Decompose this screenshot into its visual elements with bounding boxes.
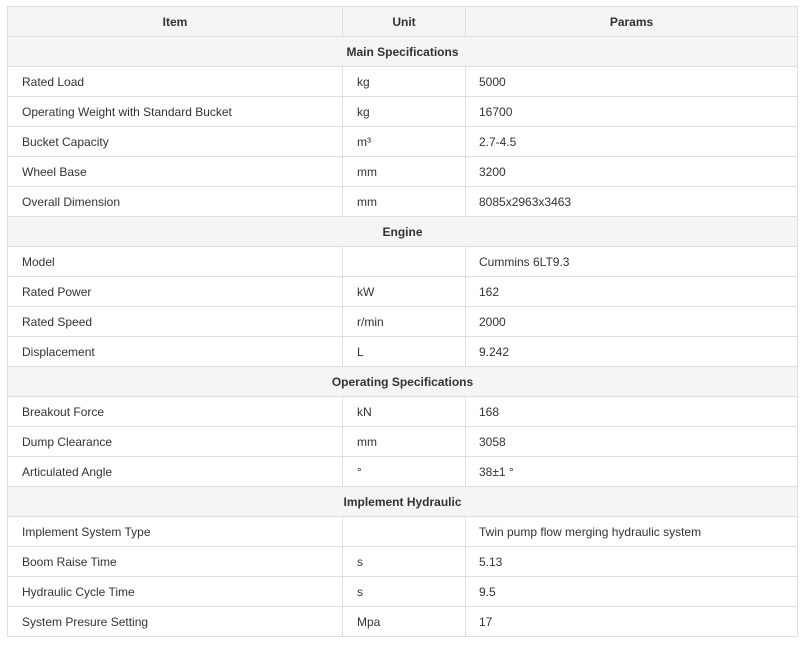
param-cell: 3058 (466, 427, 798, 457)
item-cell: Rated Speed (8, 307, 343, 337)
spec-table-body (8, 37, 798, 637)
table-row (8, 547, 798, 577)
table-row (8, 67, 798, 97)
column-header-unit: Unit (343, 7, 466, 37)
param-cell: 162 (466, 277, 798, 307)
param-cell: 5.13 (466, 547, 798, 577)
param-cell: Twin pump flow merging hydraulic system (466, 517, 798, 547)
unit-cell: s (343, 547, 466, 577)
param-cell: 17 (466, 607, 798, 637)
param-cell: 38±1 ° (466, 457, 798, 487)
param-cell: 8085x2963x3463 (466, 187, 798, 217)
param-cell: 16700 (466, 97, 798, 127)
unit-cell: r/min (343, 307, 466, 337)
item-cell: Displacement (8, 337, 343, 367)
unit-cell: s (343, 577, 466, 607)
table-row (8, 307, 798, 337)
table-row (8, 157, 798, 187)
param-cell: Cummins 6LT9.3 (466, 247, 798, 277)
table-row (8, 607, 798, 637)
table-row (8, 577, 798, 607)
table-row (8, 97, 798, 127)
section-header-row (8, 487, 798, 517)
unit-cell: L (343, 337, 466, 367)
item-cell: Wheel Base (8, 157, 343, 187)
param-cell: 2.7-4.5 (466, 127, 798, 157)
unit-cell: mm (343, 427, 466, 457)
table-row (8, 127, 798, 157)
param-cell: 9.242 (466, 337, 798, 367)
item-cell: Operating Weight with Standard Bucket (8, 97, 343, 127)
unit-cell: kg (343, 67, 466, 97)
item-cell: Model (8, 247, 343, 277)
table-row (8, 427, 798, 457)
item-cell: Hydraulic Cycle Time (8, 577, 343, 607)
table-row (8, 517, 798, 547)
table-row (8, 337, 798, 367)
section-header-row (8, 367, 798, 397)
column-header-item: Item (8, 7, 343, 37)
section-title: Operating Specifications (8, 367, 798, 397)
item-cell: Bucket Capacity (8, 127, 343, 157)
param-cell: 3200 (466, 157, 798, 187)
table-row (8, 187, 798, 217)
item-cell: Dump Clearance (8, 427, 343, 457)
column-header-params: Params (466, 7, 798, 37)
unit-cell: ° (343, 457, 466, 487)
unit-cell: m³ (343, 127, 466, 157)
unit-cell: kg (343, 97, 466, 127)
unit-cell: mm (343, 187, 466, 217)
item-cell: Boom Raise Time (8, 547, 343, 577)
section-title: Main Specifications (8, 37, 798, 67)
table-row (8, 277, 798, 307)
param-cell: 5000 (466, 67, 798, 97)
unit-cell: mm (343, 157, 466, 187)
param-cell: 168 (466, 397, 798, 427)
unit-cell: Mpa (343, 607, 466, 637)
section-title: Engine (8, 217, 798, 247)
section-header-row (8, 217, 798, 247)
table-header-row (8, 7, 798, 37)
item-cell: Rated Load (8, 67, 343, 97)
item-cell: System Presure Setting (8, 607, 343, 637)
spec-table (7, 6, 798, 637)
unit-cell (343, 517, 466, 547)
table-row (8, 397, 798, 427)
item-cell: Breakout Force (8, 397, 343, 427)
param-cell: 2000 (466, 307, 798, 337)
table-row (8, 247, 798, 277)
item-cell: Implement System Type (8, 517, 343, 547)
unit-cell (343, 247, 466, 277)
item-cell: Rated Power (8, 277, 343, 307)
unit-cell: kW (343, 277, 466, 307)
item-cell: Overall Dimension (8, 187, 343, 217)
unit-cell: kN (343, 397, 466, 427)
section-title: Implement Hydraulic (8, 487, 798, 517)
item-cell: Articulated Angle (8, 457, 343, 487)
param-cell: 9.5 (466, 577, 798, 607)
table-row (8, 457, 798, 487)
section-header-row (8, 37, 798, 67)
